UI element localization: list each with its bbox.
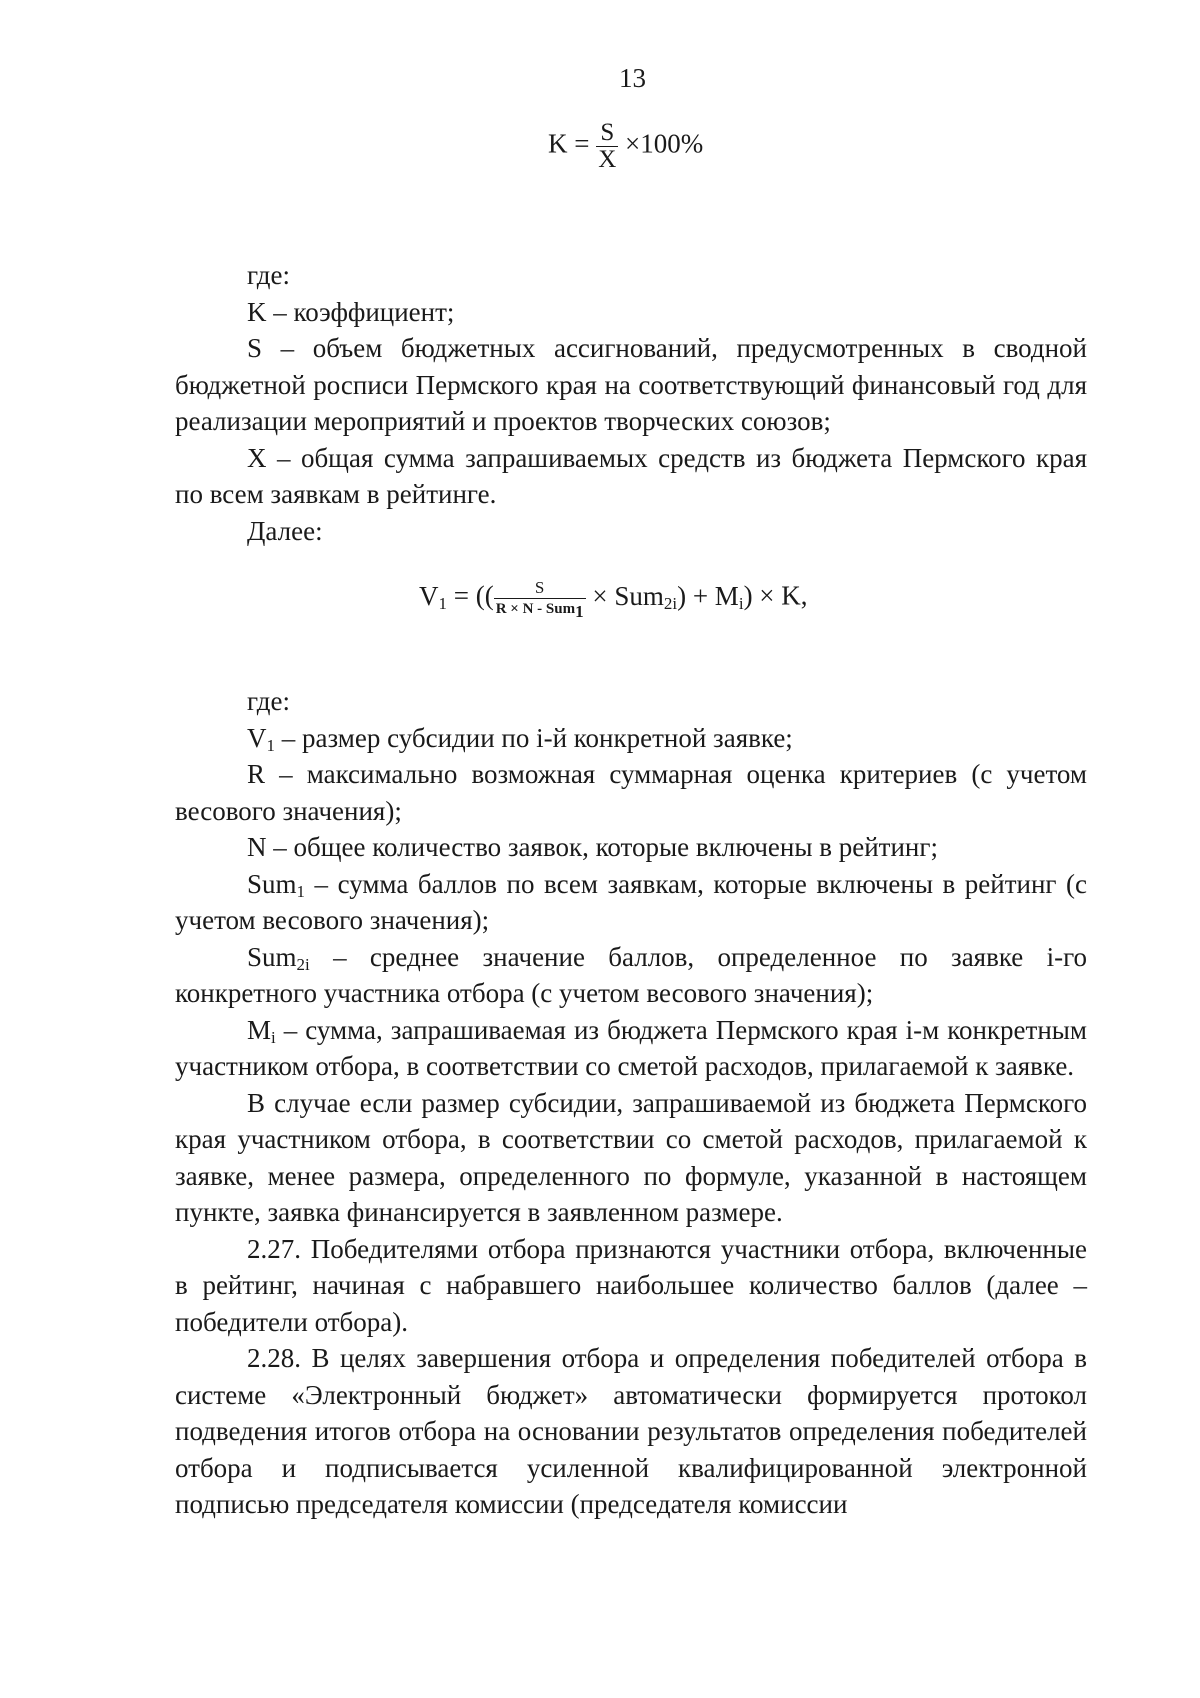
k-definition: K – коэффициент; bbox=[247, 296, 455, 327]
formula2-mult: × Sum$_{2i}$ bbox=[585, 580, 678, 613]
formula-subsidy bbox=[419, 578, 808, 619]
where-label-1: где: bbox=[247, 260, 290, 290]
formula1-denominator: X bbox=[598, 146, 617, 173]
page-number: 13 bbox=[619, 63, 646, 93]
formula2-plus: ) + $M_i$ bbox=[677, 580, 744, 613]
formula-coefficient bbox=[548, 120, 703, 173]
text-block-2 bbox=[175, 683, 1087, 1523]
clause-2-27: 2.27. Победителями отбора признаются участники отбора, включенные в рейтинг, начиная с набравшего наибольшее количество баллов (далее – победители отбора). bbox=[175, 1233, 1087, 1337]
text-block-1 bbox=[175, 257, 1087, 549]
case-paragraph: В случае если размер субсидии, запрашиваемой из бюджета Пермского края участником отбора, в соответствии со сметой расходов, прилагаемой к заявке, менее размера, определенного по формуле, указанной в настоящем пункте, заявка финансируется в заявленном размере. bbox=[175, 1087, 1087, 1227]
formula2-lhs: $V_1$ bbox=[419, 580, 447, 613]
formula1-fraction bbox=[596, 120, 618, 173]
formula2-numerator: S bbox=[534, 578, 545, 597]
formula2-open: = (( bbox=[447, 580, 494, 611]
v-definition: $V_1$ – размер субсидии по i-й конкретной заявке; bbox=[247, 722, 793, 755]
formula2-tail: ) × K, bbox=[743, 580, 808, 611]
further-label: Далее: bbox=[247, 515, 323, 546]
formula2-fraction bbox=[494, 578, 586, 619]
m-definition: $M_i$ – сумма, запрашиваемая из бюджета Пермского края i-м конкретным участником отбора, в соответствии со сметой расходов, прилагаемой к заявке. bbox=[175, 1014, 1087, 1081]
formula2-denominator: R × N - Sum$_1$ bbox=[494, 598, 586, 619]
n-definition: N – общее количество заявок, которые включены в рейтинг; bbox=[247, 832, 938, 862]
r-definition: R – максимально возможная суммарная оценка критериев (с учетом весового значения); bbox=[175, 759, 1087, 826]
clause-2-28: 2.28. В целях завершения отбора и определения победителей отбора в системе «Электронный бюджет» автоматически формируется протокол подведения итогов отбора на основании результатов определения победителей отбора и подписывается усиленной квалифицированной электронной подписью председателя комиссии (председателя комиссии bbox=[175, 1343, 1087, 1519]
formula1-rhs: ×100% bbox=[625, 128, 704, 159]
x-definition: X – общая сумма запрашиваемых средств из бюджета Пермского края по всем заявкам в рейтинге. bbox=[175, 442, 1087, 509]
formula1-lhs: K = bbox=[548, 128, 590, 159]
formula1-numerator: S bbox=[600, 119, 615, 146]
where-label-2: где: bbox=[247, 686, 290, 716]
s-definition: S – объем бюджетных ассигнований, предусмотренных в сводной бюджетной росписи Пермского края на соответствующий финансовый год для реализации мероприятий и проектов творческих союзов; bbox=[175, 333, 1087, 436]
sum2-definition: Sum$_{2i}$ – среднее значение баллов, определенное по заявке i-го конкретного участника отбора (с учетом весового значения); bbox=[175, 941, 1087, 1008]
sum1-definition: Sum$_1$ – сумма баллов по всем заявкам, которые включены в рейтинг (с учетом весового значения); bbox=[175, 868, 1087, 935]
